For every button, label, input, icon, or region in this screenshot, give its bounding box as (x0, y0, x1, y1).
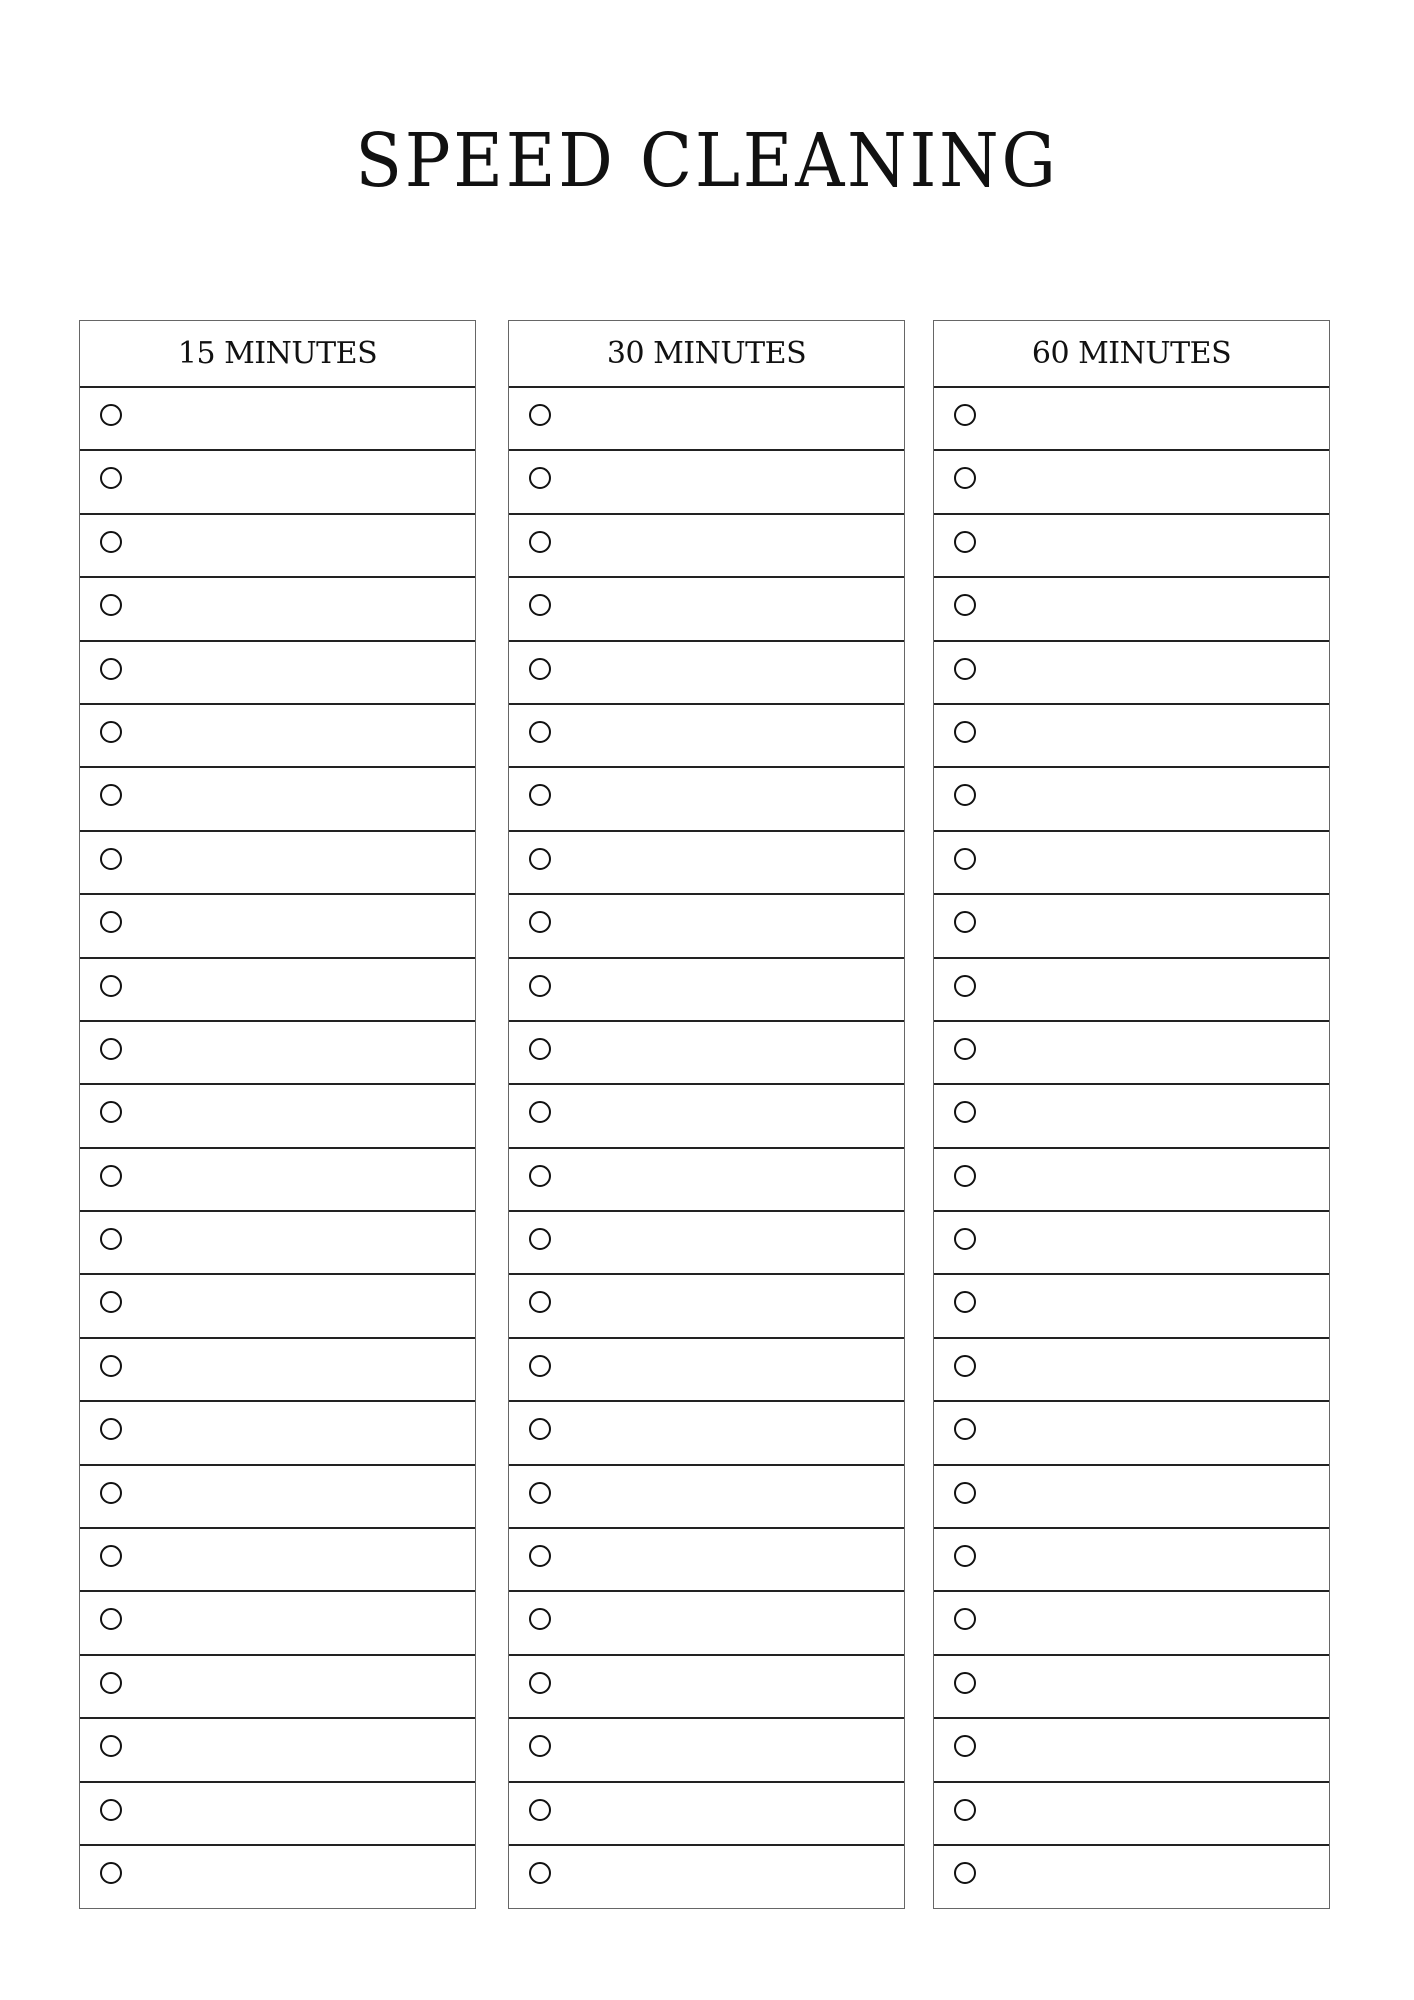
circle-checkbox-icon[interactable] (529, 1418, 551, 1440)
checklist-item[interactable] (934, 1529, 1329, 1592)
circle-checkbox-icon[interactable] (529, 1799, 551, 1821)
checklist-item[interactable] (509, 1719, 904, 1782)
checklist-item[interactable] (934, 1719, 1329, 1782)
checklist-item[interactable] (509, 1275, 904, 1338)
circle-checkbox-icon[interactable] (100, 1545, 122, 1567)
checklist-item[interactable] (509, 1846, 904, 1918)
checklist-30-minutes (508, 320, 905, 1909)
circle-checkbox-icon[interactable] (529, 1608, 551, 1630)
circle-checkbox-icon[interactable] (100, 1101, 122, 1123)
circle-checkbox-icon[interactable] (100, 404, 122, 426)
checklist-rows (934, 388, 1329, 1918)
circle-checkbox-icon[interactable] (100, 975, 122, 997)
circle-checkbox-icon[interactable] (954, 1608, 976, 1630)
circle-checkbox-icon[interactable] (954, 975, 976, 997)
circle-checkbox-icon[interactable] (529, 1862, 551, 1884)
checklist-item[interactable] (934, 388, 1329, 451)
circle-checkbox-icon[interactable] (100, 1165, 122, 1187)
checklist-item[interactable] (80, 1783, 475, 1846)
circle-checkbox-icon[interactable] (100, 1038, 122, 1060)
circle-checkbox-icon[interactable] (529, 911, 551, 933)
circle-checkbox-icon[interactable] (954, 531, 976, 553)
checklist-item[interactable] (509, 895, 904, 958)
checklist-item[interactable] (934, 1592, 1329, 1655)
checklist-item[interactable] (80, 1719, 475, 1782)
checklist-item[interactable] (80, 1402, 475, 1465)
checklist-item[interactable] (509, 1022, 904, 1085)
circle-checkbox-icon[interactable] (954, 594, 976, 616)
circle-checkbox-icon[interactable] (954, 1672, 976, 1694)
checklist-item[interactable] (509, 515, 904, 578)
checklist-item[interactable] (80, 1846, 475, 1918)
checklist-item[interactable] (80, 388, 475, 451)
circle-checkbox-icon[interactable] (100, 658, 122, 680)
checklist-item[interactable] (80, 895, 475, 958)
checklist-60-minutes (933, 320, 1330, 1909)
circle-checkbox-icon[interactable] (100, 1672, 122, 1694)
circle-checkbox-icon[interactable] (529, 1672, 551, 1694)
checklist-item[interactable] (80, 1592, 475, 1655)
circle-checkbox-icon[interactable] (100, 1862, 122, 1884)
checklist-item[interactable] (934, 1466, 1329, 1529)
checklist-item[interactable] (80, 768, 475, 831)
circle-checkbox-icon[interactable] (529, 1355, 551, 1377)
checklist-item[interactable] (934, 1275, 1329, 1338)
page-title: SPEED CLEANING (355, 118, 1059, 204)
circle-checkbox-icon[interactable] (954, 1291, 976, 1313)
checklist-item[interactable] (509, 388, 904, 451)
checklist-item[interactable] (934, 515, 1329, 578)
checklist-item[interactable] (80, 1656, 475, 1719)
checklist-rows (509, 388, 904, 1918)
circle-checkbox-icon[interactable] (529, 1291, 551, 1313)
checklist-item[interactable] (80, 959, 475, 1022)
checklist-item[interactable] (934, 1402, 1329, 1465)
circle-checkbox-icon[interactable] (100, 1355, 122, 1377)
circle-checkbox-icon[interactable] (100, 594, 122, 616)
column-header: 30 MINUTES (509, 321, 904, 388)
circle-checkbox-icon[interactable] (954, 404, 976, 426)
checklist-item[interactable] (934, 1339, 1329, 1402)
checklist-item[interactable] (80, 705, 475, 768)
checklist-item[interactable] (934, 1149, 1329, 1212)
circle-checkbox-icon[interactable] (100, 467, 122, 489)
circle-checkbox-icon[interactable] (100, 1735, 122, 1757)
checklist-item[interactable] (934, 1212, 1329, 1275)
checklist-item[interactable] (934, 832, 1329, 895)
circle-checkbox-icon[interactable] (529, 404, 551, 426)
checklist-item[interactable] (509, 1656, 904, 1719)
checklist-item[interactable] (80, 642, 475, 705)
circle-checkbox-icon[interactable] (100, 1228, 122, 1250)
circle-checkbox-icon[interactable] (100, 1482, 122, 1504)
checklist-item[interactable] (934, 768, 1329, 831)
circle-checkbox-icon[interactable] (954, 1038, 976, 1060)
checklist-item[interactable] (509, 832, 904, 895)
circle-checkbox-icon[interactable] (100, 1799, 122, 1821)
checklist-item[interactable] (509, 1339, 904, 1402)
circle-checkbox-icon[interactable] (954, 658, 976, 680)
checklist-item[interactable] (509, 959, 904, 1022)
checklist-item[interactable] (80, 1529, 475, 1592)
circle-checkbox-icon[interactable] (954, 1735, 976, 1757)
checklist-item[interactable] (509, 1592, 904, 1655)
checklist-item[interactable] (80, 832, 475, 895)
circle-checkbox-icon[interactable] (954, 911, 976, 933)
checklist-item[interactable] (934, 451, 1329, 514)
circle-checkbox-icon[interactable] (529, 721, 551, 743)
circle-checkbox-icon[interactable] (100, 911, 122, 933)
circle-checkbox-icon[interactable] (100, 848, 122, 870)
circle-checkbox-icon[interactable] (529, 467, 551, 489)
checklist-item[interactable] (509, 1783, 904, 1846)
circle-checkbox-icon[interactable] (529, 784, 551, 806)
checklist-item[interactable] (80, 1022, 475, 1085)
checklist-item[interactable] (80, 1275, 475, 1338)
checklist-item[interactable] (80, 1212, 475, 1275)
circle-checkbox-icon[interactable] (529, 1735, 551, 1757)
circle-checkbox-icon[interactable] (529, 1482, 551, 1504)
circle-checkbox-icon[interactable] (529, 1165, 551, 1187)
checklist-item[interactable] (509, 1149, 904, 1212)
circle-checkbox-icon[interactable] (529, 531, 551, 553)
checklist-item[interactable] (80, 515, 475, 578)
checklist-item[interactable] (509, 768, 904, 831)
circle-checkbox-icon[interactable] (954, 1418, 976, 1440)
checklist-item[interactable] (934, 578, 1329, 641)
checklist-item[interactable] (509, 642, 904, 705)
checklist-item[interactable] (509, 1402, 904, 1465)
circle-checkbox-icon[interactable] (100, 531, 122, 553)
checklist-item[interactable] (509, 705, 904, 768)
checklist-item[interactable] (934, 642, 1329, 705)
column-header: 60 MINUTES (934, 321, 1329, 388)
checklist-item[interactable] (509, 1212, 904, 1275)
circle-checkbox-icon[interactable] (529, 1101, 551, 1123)
circle-checkbox-icon[interactable] (100, 1291, 122, 1313)
checklist-item[interactable] (509, 1466, 904, 1529)
checklist-item[interactable] (509, 1085, 904, 1148)
checklist-item[interactable] (80, 578, 475, 641)
circle-checkbox-icon[interactable] (954, 1545, 976, 1567)
circle-checkbox-icon[interactable] (529, 1038, 551, 1060)
circle-checkbox-icon[interactable] (529, 658, 551, 680)
circle-checkbox-icon[interactable] (954, 848, 976, 870)
checklist-item[interactable] (934, 1022, 1329, 1085)
checklist-item[interactable] (934, 1783, 1329, 1846)
circle-checkbox-icon[interactable] (529, 1545, 551, 1567)
checklist-item[interactable] (80, 451, 475, 514)
checklist-item[interactable] (509, 451, 904, 514)
checklist-item[interactable] (509, 578, 904, 641)
circle-checkbox-icon[interactable] (954, 1165, 976, 1187)
circle-checkbox-icon[interactable] (100, 1608, 122, 1630)
circle-checkbox-icon[interactable] (954, 1799, 976, 1821)
checklist-item[interactable] (934, 705, 1329, 768)
circle-checkbox-icon[interactable] (529, 975, 551, 997)
checklist-item[interactable] (934, 959, 1329, 1022)
circle-checkbox-icon[interactable] (954, 1228, 976, 1250)
circle-checkbox-icon[interactable] (954, 1101, 976, 1123)
circle-checkbox-icon[interactable] (954, 1355, 976, 1377)
checklist-item[interactable] (509, 1529, 904, 1592)
circle-checkbox-icon[interactable] (954, 721, 976, 743)
checklist-rows (80, 388, 475, 1918)
circle-checkbox-icon[interactable] (954, 784, 976, 806)
checklist-item[interactable] (80, 1085, 475, 1148)
checklist-item[interactable] (934, 1656, 1329, 1719)
circle-checkbox-icon[interactable] (954, 1862, 976, 1884)
checklist-15-minutes (79, 320, 476, 1909)
checklist-item[interactable] (80, 1339, 475, 1402)
checklist-item[interactable] (934, 895, 1329, 958)
column-header: 15 MINUTES (80, 321, 475, 388)
checklist-item[interactable] (934, 1846, 1329, 1918)
checklist-item[interactable] (80, 1466, 475, 1529)
circle-checkbox-icon[interactable] (529, 848, 551, 870)
circle-checkbox-icon[interactable] (529, 594, 551, 616)
checklist-item[interactable] (934, 1085, 1329, 1148)
circle-checkbox-icon[interactable] (954, 1482, 976, 1504)
circle-checkbox-icon[interactable] (100, 784, 122, 806)
circle-checkbox-icon[interactable] (529, 1228, 551, 1250)
circle-checkbox-icon[interactable] (100, 1418, 122, 1440)
checklist-item[interactable] (80, 1149, 475, 1212)
circle-checkbox-icon[interactable] (954, 467, 976, 489)
circle-checkbox-icon[interactable] (100, 721, 122, 743)
